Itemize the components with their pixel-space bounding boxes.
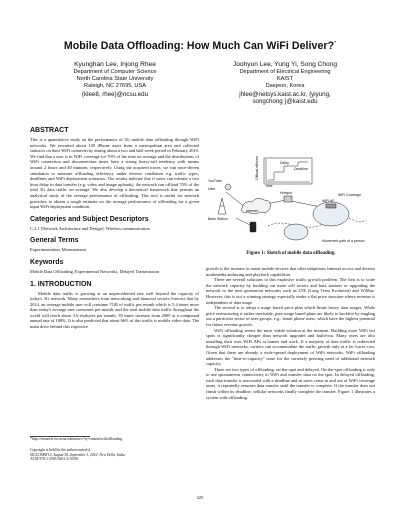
author-affiliation: Daejeon, Korea — [265, 83, 305, 90]
label-delay: Delay — [280, 161, 289, 165]
title-text: Mobile Data Offloading: How Much Can WiFi Deliver? — [63, 40, 335, 52]
label-movement: Movement path of a person — [322, 239, 365, 243]
abstract-text: This is a quantitative study on the performance of 3G mobile data offloading through WiFi networks. We recruited about 100 iPhone users from a metropolitan area and collected statistics on their WiFi connectivity during about a two and half week period in February 2010. We find that a user is in WiFi coverage for 70% of the time on average and the distributions of WiFi connection and disconnection times have a strong heavy-tail tendency with means around 2 hours and 40 minutes, respectively. Using the acquired traces, we run trace-driven simulation to measure offloading efficiency under diverse conditions e.g. traffic types, deadlines and WiFi deployment scenarios. The results indicate that if users can tolerate a two hour delay in data transfer (e.g, video and image uploads), the network can offload 70% of the total 3G data traffic on average. We also develop a theoretical framework that permits an analytical study of the average performance of offloading. This tool is useful for network providers to obtain a rough estimate on the average performance of offloading for a given input WiFi deployment condition. — [30, 137, 199, 210]
categories-heading: Categories and Subject Descriptors — [30, 215, 149, 223]
paragraph: There are several solutions to this explosive traffic growth problem. The first is to scale the network capacity by building out more cell towers and base stations or upgrading the network to the next generation networks such as LTE (Long Term Evolution) and WiMax. However, this is not a winning strategy especially under a flat price structure where revenue is independent of data usage. — [206, 277, 375, 305]
figure-1 — [206, 156, 376, 244]
author-affiliation: KAIST — [276, 76, 294, 83]
label-youtube: YouTube — [208, 179, 222, 183]
author-email: jhlee@netsys.kaist.ac.kr, {yiyung, — [239, 90, 331, 98]
author-names: Kyunghan Lee, Injong Rhee — [74, 61, 156, 68]
phone-icon — [250, 222, 256, 232]
author-affiliation: Department of Electrical Engineering — [239, 69, 331, 75]
author-block-1 — [30, 61, 200, 98]
label-cloud: Internet — [246, 209, 258, 213]
left-column — [30, 127, 199, 330]
copyright-block — [30, 448, 200, 462]
author-block-2 — [200, 61, 370, 105]
general-terms-text: Experimentation, Measurement — [30, 247, 86, 253]
paragraph: The second is to adopt a usage based price plan which limits heavy data usages. While price restructuring is rather inevitable, pure usage based plans are likely to backfire by singling out a particular sector of user groups, e.g., smart phone users, which have the highest potential for future revenue growth. — [206, 305, 375, 327]
offloading-sketch — [206, 156, 376, 244]
copyright-line: Copyright is held by the author/owner(s). — [30, 448, 92, 452]
label-hotspot: Hotspot — [280, 191, 293, 195]
label-deadline: Deadline — [294, 167, 308, 171]
right-column — [206, 266, 375, 400]
label-wifi-ap: WiFi AP — [322, 199, 335, 203]
label-basestation: Base Station — [208, 217, 228, 221]
author-affiliation: North Carolina State University — [76, 76, 154, 83]
paragraph: There are two types of offloading: on-the-spot and delayed. On-the-spot offloading is only to use spontaneous connectivity to WiFi and transfer data on the spot. In delayed offloading, each data transfer is associated with a deadline and as users come in and out of WiFi coverage areas, it repeatedly resumes data transfer until the transfer is complete. If the transfer does not finish within its deadline, cellular networks finally complete the transfer. Figure 1 illustrates a system with offloading. — [206, 366, 375, 400]
footnote: *http://research.csc.ncsu.edu/netsrv/?q=content/wifioffloading — [30, 437, 123, 441]
author-affiliation: Raleigh, NC 27695, USA — [84, 83, 146, 90]
title-mark: * — [334, 40, 337, 47]
hotspot-icon — [284, 196, 292, 202]
user-head — [225, 184, 231, 190]
author-email: songchong }@kaist.edu — [252, 97, 318, 105]
label-wifi-coverage: WiFi Coverage — [338, 193, 362, 197]
author-affiliation: Department of Computer Science — [73, 69, 157, 75]
page-number: 425 — [196, 495, 204, 500]
wifi-ap-icon — [326, 204, 336, 208]
categories-text: C.2.1 [Network Architecture and Design]: Wireless communication — [30, 225, 150, 231]
paragraph: WiFi offloading seems the most viable solution at the moment. Building more WiFi hot spots is significantly cheaper than network upgrades and build-out. Many users are also installing their own WiFi APs at homes and work. If a majority of data traffic is redirected through WiFi networks, carriers can accommodate the traffic growth only at a far lower cost. Given that there are already a wide-spread deployment of WiFi networks, WiFi offloading addresses the "time-to-capacity" issue for the currently pressing need of additional network capacity. — [206, 327, 375, 367]
abstract-heading: ABSTRACT — [30, 127, 69, 134]
general-terms-heading: General Terms — [30, 237, 79, 245]
wifi-coverage-circle — [284, 224, 308, 240]
intro-heading: 1. INTRODUCTION — [30, 280, 92, 288]
copyright-line: SIGCOMM'10, August 30–September 3, 2010, New Delhi, India. — [30, 452, 126, 457]
author-email: {klee8, rhee}@ncsu.edu — [81, 90, 149, 98]
label-chart-y: Offload efficiency — [255, 156, 259, 180]
intro-text: Mobile data traffic is growing at an unprecedented rate well beyond the capacity of today's 3G network. Many researchers from networking and financial sectors forecast that by 2014, an average mobile user will consume 7GB of traffic per month which is 5.4 times more than today's average user consumes per month, and the total mobile data traffic throughout the world will reach about 3.6 exabytes per month, 39 times increase from 2009 at a compound annual rate of 108%. It is also predicted that about 66% of this traffic is mobile video data. The main drive behind this explosive — [30, 290, 199, 330]
keywords-heading: Keywords — [30, 258, 64, 266]
figure-caption: Figure 1: Sketch of mobile data offloading. — [246, 251, 336, 256]
paragraph: growth is the increase in smart mobile devices that offer ubiquitous Internet access and diverse multimedia authoring and playback capabilities. — [206, 266, 375, 277]
paper-title — [0, 40, 400, 52]
author-names: Joohyun Lee, Yung Yi, Song Chong — [233, 61, 337, 68]
base-station-tower — [218, 198, 226, 214]
copyright-line: ACM 978-1-4503-0201-2/10/08. — [30, 457, 79, 462]
label-chart-x: time — [266, 184, 273, 188]
keywords-text: Mobile Data Offloading, Experimental Networks, Delayed Transmission — [30, 268, 160, 274]
label-user: User — [208, 187, 216, 191]
